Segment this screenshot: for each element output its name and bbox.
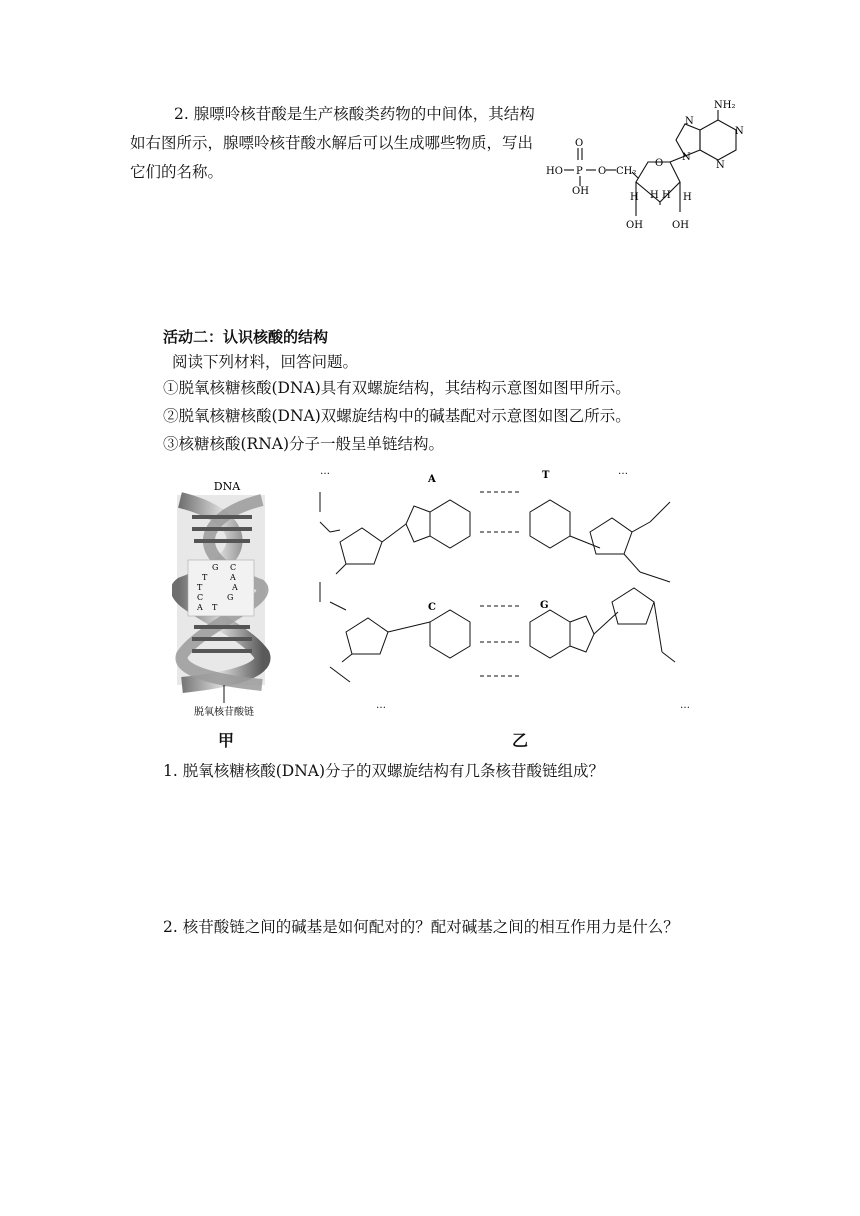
base-t-label: T bbox=[542, 470, 550, 481]
amp-n3: N bbox=[716, 160, 725, 171]
amp-h3: H bbox=[650, 190, 659, 201]
amp-h4: H bbox=[662, 190, 671, 201]
amp-oh-left: OH bbox=[626, 220, 643, 230]
base-c-label: C bbox=[428, 602, 436, 613]
dna-title: DNA bbox=[213, 480, 241, 493]
amp-o-link: O bbox=[598, 166, 607, 177]
pair-4-left: C bbox=[197, 593, 204, 602]
pair-2-left: T bbox=[202, 573, 208, 582]
amp-oh-right: OH bbox=[672, 220, 689, 230]
amp-n1: N bbox=[735, 126, 744, 137]
material-3: ③核糖核酸(RNA)分子一般呈单链结构。 bbox=[163, 435, 445, 453]
caption-yi: 乙 bbox=[512, 731, 529, 750]
dna-helix-figure bbox=[172, 475, 282, 720]
base-g-label: G bbox=[540, 600, 549, 611]
amp-ch2-label: CH₂ bbox=[616, 166, 637, 177]
amp-h1: H bbox=[630, 192, 639, 203]
amp-ho-label: HO bbox=[546, 166, 563, 177]
amp-n9: N bbox=[682, 152, 691, 163]
pair-3-left: T bbox=[197, 583, 203, 592]
ellipsis-top-right: … bbox=[618, 466, 628, 477]
pair-4-right: G bbox=[227, 593, 234, 602]
ellipsis-bottom-right: … bbox=[680, 700, 690, 711]
pair-5-right: T bbox=[212, 603, 218, 612]
question-2-amp: 2. 腺嘌呤核苷酸是生产核酸类药物的中间体，其结构如右图所示，腺嘌呤核苷酸水解后可以生成哪些物质，写出它们的名称。 bbox=[130, 105, 535, 181]
material-2: ②脱氧核糖核酸(DNA)双螺旋结构中的碱基配对示意图如图乙所示。 bbox=[163, 407, 631, 425]
amp-o-top: O bbox=[575, 138, 584, 149]
question-1: 1. 脱氧核糖核酸(DNA)分子的双螺旋结构有几条核苷酸链组成？ bbox=[163, 762, 604, 780]
ellipsis-top-left: … bbox=[320, 466, 330, 477]
amp-oh-label: OH bbox=[572, 186, 589, 197]
amp-ring-o: O bbox=[655, 158, 664, 169]
dna-chain-label: 脱氧核苷酸链 bbox=[194, 707, 254, 718]
amp-n7: N bbox=[685, 116, 694, 127]
amp-nh2-label: NH₂ bbox=[714, 100, 736, 111]
activity-heading: 活动二：认识核酸的结构 bbox=[163, 328, 329, 346]
read-instruction: 阅读下列材料，回答问题。 bbox=[172, 353, 359, 371]
amp-p-label: P bbox=[576, 166, 583, 177]
material-1: ①脱氧核糖核酸(DNA)具有双螺旋结构，其结构示意图如图甲所示。 bbox=[163, 379, 631, 397]
ellipsis-bottom-left: … bbox=[376, 700, 386, 711]
caption-jia: 甲 bbox=[218, 731, 235, 750]
base-a-label: A bbox=[428, 474, 436, 485]
question-2: 2. 核苷酸链之间的碱基是如何配对的？配对碱基之间的相互作用力是什么？ bbox=[163, 918, 679, 936]
pair-2-right: A bbox=[230, 573, 236, 582]
pair-1-left: G bbox=[212, 563, 219, 572]
pair-5-left: A bbox=[197, 603, 203, 612]
base-pairing-figure bbox=[290, 462, 730, 717]
pair-1-right: C bbox=[230, 563, 237, 572]
amp-h2: H bbox=[683, 192, 692, 203]
amp-structure-diagram bbox=[540, 100, 780, 230]
pair-3-right: A bbox=[232, 583, 238, 592]
